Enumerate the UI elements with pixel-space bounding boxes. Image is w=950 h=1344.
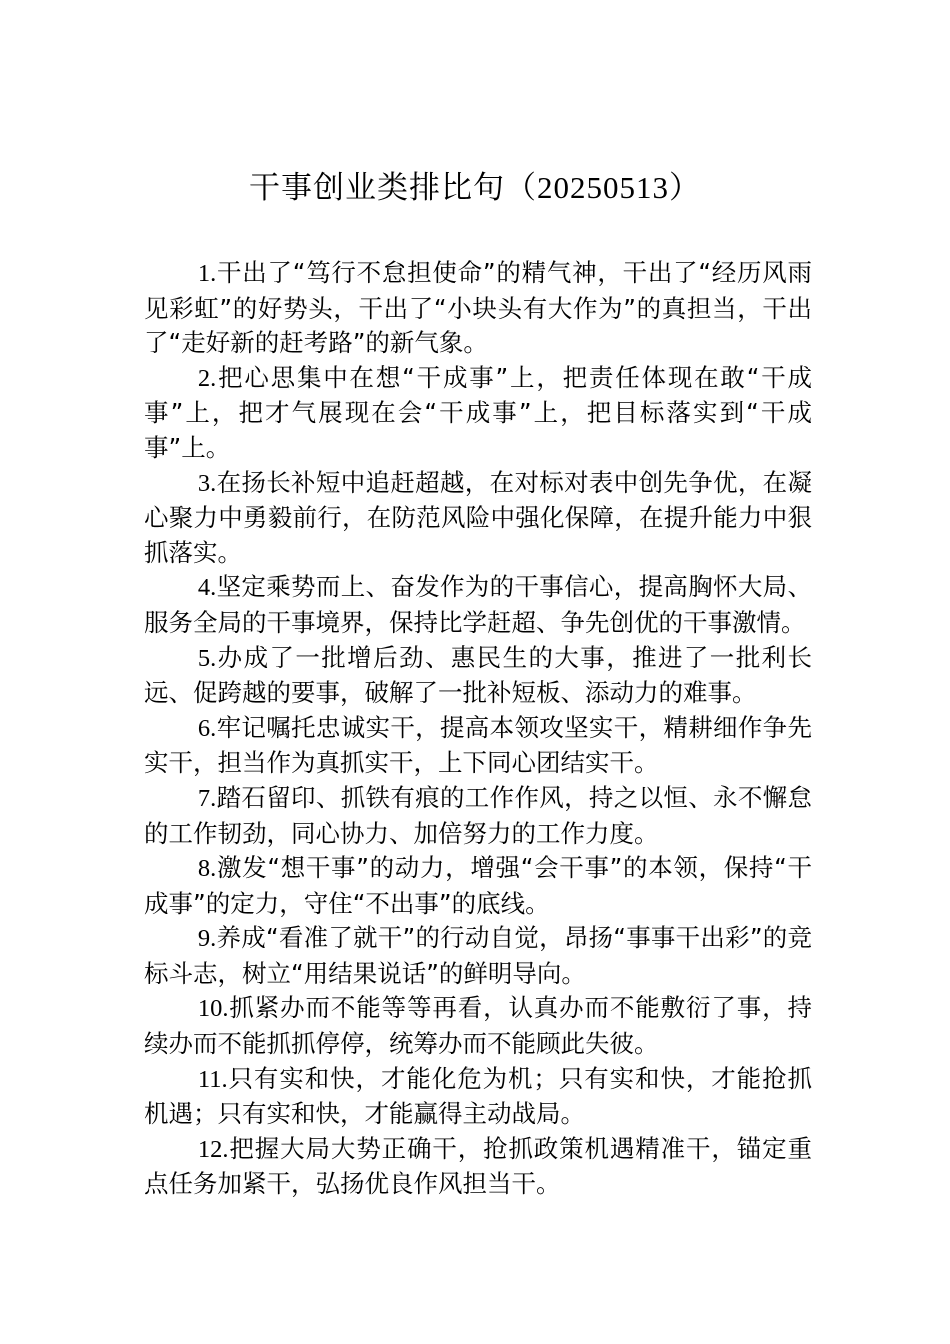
title-close-paren: ） bbox=[669, 170, 701, 206]
paragraph-text: 养成“看准了就干”的行动自觉，昂扬“事事干出彩”的竞标斗志，树立“用结果说话”的鲜明导向。 bbox=[144, 923, 812, 988]
paragraph-text: 只有实和快，才能化危为机；只有实和快，才能抢抓机遇；只有实和快，才能赢得主动战局。 bbox=[144, 1063, 812, 1129]
paragraph-text: 在扬长补短中追赶超越，在对标对表中创先争优，在凝心聚力中勇毅前行，在防范风险中强化保障，在提升能力中狠抓落实。 bbox=[144, 467, 812, 567]
paragraph-2 bbox=[144, 361, 812, 466]
paragraph-5 bbox=[144, 641, 812, 711]
paragraph-10 bbox=[144, 991, 812, 1061]
paragraph-number: 10. bbox=[197, 995, 229, 1023]
paragraph-number: 9. bbox=[197, 925, 217, 953]
paragraph-text: 把握大局大势正确干，抢抓政策机遇精准干，锚定重点任务加紧干，弘扬优良作风担当干。 bbox=[144, 1133, 812, 1199]
paragraph-number: 3. bbox=[197, 469, 217, 497]
paragraph-number: 8. bbox=[197, 855, 217, 883]
paragraph-number: 7. bbox=[197, 784, 217, 812]
paragraph-9 bbox=[144, 921, 812, 991]
paragraph-text: 办成了一批增后劲、惠民生的大事，推进了一批利长远、促跨越的要事，破解了一批补短板、添动力的难事。 bbox=[144, 642, 812, 708]
paragraph-8 bbox=[144, 851, 812, 921]
paragraph-number: 2. bbox=[197, 364, 217, 392]
paragraph-text: 激发“想干事”的动力，增强“会干事”的本领，保持“干成事”的定力，守住“不出事”的底线。 bbox=[144, 853, 812, 918]
paragraph-7 bbox=[144, 781, 812, 851]
paragraph-4 bbox=[144, 570, 812, 640]
paragraph-1 bbox=[144, 256, 812, 361]
paragraph-text: 牢记嘱托忠诚实干，提高本领攻坚实干，精耕细作争先实干，担当作为真抓实干，上下同心团结实干。 bbox=[144, 712, 812, 778]
paragraph-number: 12. bbox=[197, 1135, 229, 1163]
paragraph-number: 11. bbox=[197, 1065, 228, 1093]
document-body bbox=[144, 256, 812, 1202]
paragraph-text: 踏石留印、抓铁有痕的工作作风，持之以恒、永不懈怠的工作韧劲，同心协力、加倍努力的工作力度。 bbox=[144, 782, 812, 848]
paragraph-12 bbox=[144, 1132, 812, 1202]
paragraph-number: 5. bbox=[197, 644, 217, 672]
paragraph-text: 干出了“笃行不怠担使命”的精气神，干出了“经历风雨见彩虹”的好势头，干出了“小块头有大作为”的真担当，干出了“走好新的赶考路”的新气象。 bbox=[144, 258, 812, 358]
paragraph-6 bbox=[144, 711, 812, 781]
paragraph-text: 坚定乘势而上、奋发作为的干事信心，提高胸怀大局、服务全局的干事境界，保持比学赶超、争先创优的干事激情。 bbox=[144, 572, 812, 637]
paragraph-number: 1. bbox=[197, 260, 217, 287]
paragraph-3 bbox=[144, 466, 812, 571]
paragraph-text: 把心思集中在想“干成事”上，把责任体现在敢“干成事”上，把才气展现在会“干成事”上，把目标落实到“干成事”上。 bbox=[144, 362, 812, 462]
paragraph-number: 6. bbox=[197, 714, 217, 742]
title-text: 干事创业类排比句（ bbox=[249, 170, 537, 206]
title-date: 20250513 bbox=[537, 170, 669, 205]
paragraph-text: 抓紧办而不能等等再看，认真办而不能敷衍了事，持续办而不能抓抓停停，统筹办而不能顾此失彼。 bbox=[144, 993, 812, 1059]
paragraph-11 bbox=[144, 1062, 812, 1132]
paragraph-number: 4. bbox=[197, 574, 217, 602]
document-title bbox=[0, 166, 950, 210]
